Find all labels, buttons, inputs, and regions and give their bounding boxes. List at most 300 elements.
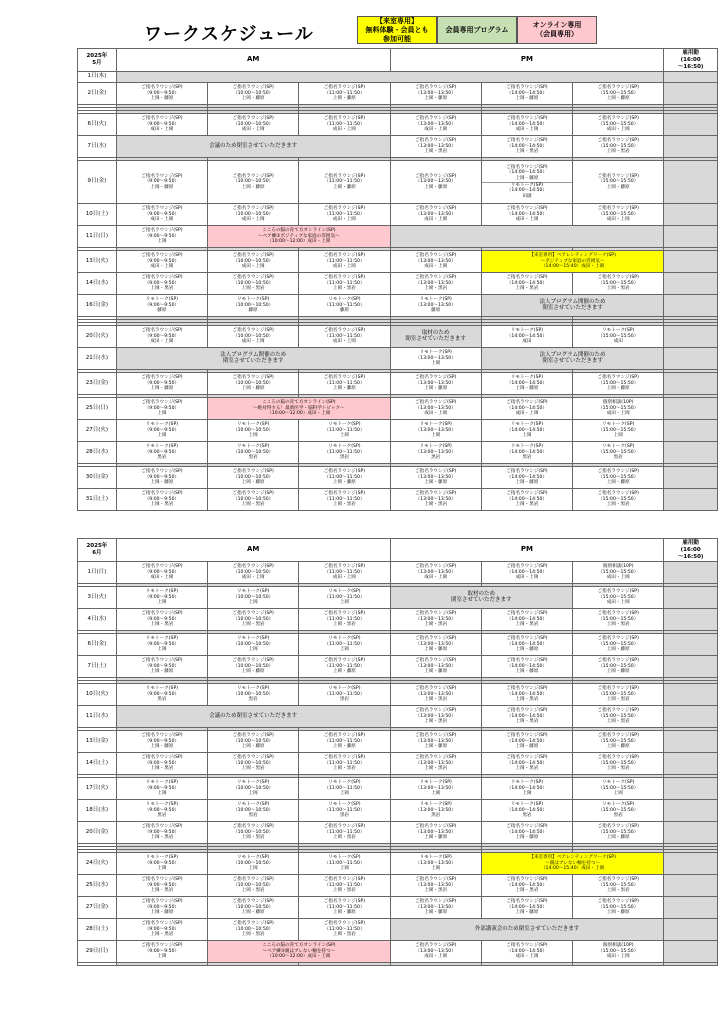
session-cell[interactable]: ご指名ラウンジ(SP) （14:00～14:50） 上岡・藤原 <box>481 83 572 105</box>
session-cell[interactable]: リモトーク(SP) （10:00～10:50） 黒岩 <box>208 442 299 464</box>
session-cell[interactable]: ご指名ラウンジ(SP) （14:00～14:50） 上岡・黒岩 <box>481 273 572 295</box>
session-cell[interactable]: リモトーク(SP) （11:00～11:50） 黒岩 <box>299 442 390 464</box>
session-cell[interactable]: ご指名ラウンジ(SP) （9:00～9:50） 上岡・藤原 <box>116 467 207 489</box>
day-row <box>78 656 718 678</box>
date-label: 28日(水) <box>78 442 117 464</box>
session-cell[interactable]: ご指名ラウンジ(SP) （11:00～11:50） 上岡・黒岩 <box>299 753 390 775</box>
date-label: 1日(日) <box>78 562 117 584</box>
session-cell[interactable]: ご指名ラウンジ(SP) （10:00～10:50） 成田・上岡 <box>208 204 299 226</box>
session-cell[interactable]: ご指名ラウンジ(SP) （13:00～13:50） 成田・上岡 <box>390 398 481 420</box>
day-row <box>78 161 718 204</box>
day-row <box>78 326 718 348</box>
session-cell[interactable]: ご指名ラウンジ(SP) （11:00～11:50） 上岡・藤原 <box>299 161 390 204</box>
session-cell[interactable]: ご指名ラウンジ(SP) （10:00～10:50） 上岡・黒岩 <box>208 273 299 295</box>
day-row <box>78 467 718 489</box>
session-cell[interactable]: ご指名ラウンジ(SP) （11:00～11:50） 上岡・黒岩 <box>299 822 390 844</box>
session-cell <box>664 398 718 420</box>
closed-cell <box>116 963 207 966</box>
date-label: 25日(日) <box>78 398 117 420</box>
session-cell[interactable]: 個別相談(10P) （15:00～15:50） 成田・上岡 <box>573 562 664 584</box>
session-cell[interactable]: リモトーク(SP) （9:00～9:50） 上岡 <box>116 853 207 875</box>
date-label: 1日(木) <box>78 72 117 83</box>
extra-header: 雇用動 (16:00 ～16:50) <box>664 539 718 562</box>
day-row <box>78 295 718 317</box>
session-cell[interactable]: ご指名ラウンジ(SP) （14:00～14:50） 成田・上岡 <box>481 941 572 963</box>
session-cell[interactable]: ご指名ラウンジ(SP) （10:00～10:50） 成田・上岡 <box>208 251 299 273</box>
session-cell[interactable]: ご指名ラウンジ(SP) （10:00～10:50） 上岡・藤原 <box>208 897 299 919</box>
session-cell[interactable]: ご指名ラウンジ(SP) （15:00～15:50） 上岡・黒岩 <box>573 273 664 295</box>
session-cell <box>664 562 718 584</box>
closed-cell <box>299 963 390 966</box>
session-cell[interactable]: ご指名ラウンジ(SP) （9:00～9:50） 上岡・藤原 <box>116 83 207 105</box>
date-label: 14日(水) <box>78 273 117 295</box>
session-cell[interactable]: ご指名ラウンジ(SP) （9:00～9:50） 上岡・黒岩 <box>116 875 207 897</box>
date-label: 6日(火) <box>78 114 117 136</box>
session-cell[interactable]: ご指名ラウンジ(SP) （14:00～14:50） 上岡・藤原 <box>481 656 572 678</box>
session-cell <box>664 778 718 800</box>
session-cell <box>116 72 664 83</box>
day-row <box>78 897 718 919</box>
closure-notice[interactable]: 取材のため 閉室させていただきます <box>390 587 573 609</box>
session-cell[interactable]: ご指名ラウンジ(SP) （10:00～10:50） 上岡・黒岩 <box>208 822 299 844</box>
session-cell <box>664 373 718 395</box>
session-cell[interactable]: ご指名ラウンジ(SP) （11:00～11:50） 成田・上岡 <box>299 114 390 136</box>
session-cell[interactable]: ご指名ラウンジ(SP) （11:00～11:50） 上岡・黒岩 <box>299 875 390 897</box>
session-cell[interactable]: リモトーク(SP) （11:00～11:50） 藤原 <box>299 295 390 317</box>
session-cell[interactable]: ご指名ラウンジ(SP) （10:00～10:50） 上岡・藤原 <box>208 656 299 678</box>
session-cell[interactable]: ご指名ラウンジ(SP) （15:00～15:50） 上岡・黒岩 <box>573 753 664 775</box>
session-cell[interactable]: ご指名ラウンジ(SP) （9:00～9:50） 上岡・黒岩 <box>116 822 207 844</box>
day-row <box>78 731 718 753</box>
session-cell[interactable]: ご指名ラウンジ(SP) （13:00～13:50） 上岡・黒岩 <box>390 273 481 295</box>
session-cell[interactable]: ご指名ラウンジ(SP) （11:00～11:50） 上岡・黒岩 <box>299 489 390 511</box>
pm-header: PM <box>390 49 664 72</box>
session-cell[interactable]: ご指名ラウンジ(SP) （14:00～14:50） 上岡・黒岩 <box>481 753 572 775</box>
session-cell[interactable]: ご指名ラウンジ(SP) （13:00～13:50） 成田・上岡 <box>390 562 481 584</box>
session-cell[interactable]: ご指名ラウンジ(SP) （10:00～10:50） 上岡・黒岩 <box>208 919 299 941</box>
session-cell[interactable]: ご指名ラウンジ(SP) （11:00～11:50） 上岡・藤原 <box>299 656 390 678</box>
closed-cell <box>208 963 299 966</box>
session-cell <box>390 226 664 248</box>
session-cell[interactable]: ご指名ラウンジ(SP) （10:00～10:50） 上岡・藤原 <box>208 373 299 395</box>
session-cell[interactable]: ご指名ラウンジ(SP) （10:00～10:50） 上岡・黒岩 <box>208 875 299 897</box>
closure-notice[interactable]: 取材のため 閉室させていただきます <box>390 326 481 348</box>
session-cell[interactable]: ご指名ラウンジ(SP) （10:00～10:50） 上岡・藤原 <box>208 161 299 204</box>
session-cell <box>664 706 718 728</box>
session-cell[interactable]: ご指名ラウンジ(SP) （15:00～15:50） 上岡・藤原 <box>573 731 664 753</box>
session-cell[interactable]: リモトーク(SP) （11:00～11:50） 上岡 <box>299 778 390 800</box>
session-cell[interactable]: リモトーク(SP) （9:00～9:50） 上岡 <box>116 634 207 656</box>
session-cell[interactable]: ご指名ラウンジ(SP) （10:00～10:50） 成田・上岡 <box>208 326 299 348</box>
session-cell <box>664 656 718 678</box>
closed-cell <box>78 963 117 966</box>
session-cell[interactable]: リモトーク(SP) （15:00～15:50） 黒岩 <box>573 800 664 822</box>
month-label: 2025年 6月 <box>78 539 117 562</box>
session-cell[interactable]: ご指名ラウンジ(SP) （15:00～15:50） 上岡・藤原 <box>573 656 664 678</box>
closure-notice[interactable]: 外部講演会のため閉室させていただきます <box>390 919 664 941</box>
closure-notice[interactable]: 法人プログラム開催のため 閉室させていただきます <box>481 295 664 317</box>
session-cell <box>664 731 718 753</box>
day-row <box>78 822 718 844</box>
session-cell <box>664 822 718 844</box>
session-cell[interactable]: リモトーク(SP) （15:00～15:50） 黒岩 <box>573 442 664 464</box>
session-cell <box>664 72 718 83</box>
session-cell[interactable]: ご指名ラウンジ(SP) （9:00～9:50） 成田・上岡 <box>116 251 207 273</box>
closed-cell <box>481 963 572 966</box>
session-cell[interactable]: ご指名ラウンジ(SP) （15:00～15:50） 上岡・黒岩 <box>573 609 664 631</box>
session-cell[interactable]: リモトーク(SP) （10:00～10:50） 藤原 <box>208 295 299 317</box>
session-cell[interactable]: リモトーク(SP) （11:00～11:50） 上岡 <box>299 587 390 609</box>
session-cell[interactable]: リモトーク(SP) （10:00～10:50） 上岡 <box>208 778 299 800</box>
session-cell[interactable]: リモトーク(SP) （13:00～13:50） 藤原 <box>390 295 481 317</box>
session-cell[interactable]: ご指名ラウンジ(SP) （9:00～9:50） 成田・上岡 <box>116 114 207 136</box>
session-cell[interactable]: リモトーク(SP) （10:00～10:50） 上岡 <box>208 420 299 442</box>
session-cell[interactable]: ご指名ラウンジ(SP) （9:00～9:50） 上岡・藤原 <box>116 656 207 678</box>
session-cell[interactable]: リモトーク(SP) （9:00～9:50） 上岡 <box>116 778 207 800</box>
day-row <box>78 204 718 226</box>
session-cell[interactable]: リモトーク(SP) （15:00～15:50） 上岡 <box>573 420 664 442</box>
session-cell <box>664 83 718 105</box>
day-row <box>78 753 718 775</box>
closure-notice[interactable]: 法人プログラム開催のため 閉室させていただきます <box>481 348 664 370</box>
session-cell[interactable]: リモトーク(SP) （15:00～15:50） 成田 <box>573 326 664 348</box>
session-cell <box>664 161 718 204</box>
day-row <box>78 562 718 584</box>
session-cell <box>664 875 718 897</box>
session-cell[interactable]: ご指名ラウンジ(SP) （10:00～10:50） 上岡・藤原 <box>208 467 299 489</box>
session-cell <box>664 919 718 941</box>
date-label: 16日(金) <box>78 295 117 317</box>
session-cell[interactable]: ご指名ラウンジ(SP) （15:00～15:50） 上岡・藤原 <box>573 467 664 489</box>
date-label: 11日(水) <box>78 706 117 728</box>
session-cell[interactable]: リモトーク(SP) （14:00～14:50） 上岡・藤原 <box>481 373 572 395</box>
day-row <box>78 919 718 941</box>
am-header: AM <box>116 539 390 562</box>
session-cell[interactable]: ご指名ラウンジ(SP) （9:00～9:50） 上岡・黒岩 <box>116 609 207 631</box>
session-cell[interactable]: ご指名ラウンジ(SP) （14:00～14:50） 成田・上岡 <box>481 114 572 136</box>
session-cell[interactable]: ご指名ラウンジ(SP) （11:00～11:50） 上岡・藤原 <box>299 731 390 753</box>
session-cell[interactable]: ご指名ラウンジ(SP) （14:00～14:50） 上岡・黒岩 <box>481 609 572 631</box>
session-cell[interactable]: ご指名ラウンジ(SP) （9:00～9:50） 上岡・黒岩 <box>116 489 207 511</box>
session-cell[interactable]: ご指名ラウンジ(SP) （13:00～13:50） 上岡・藤原 <box>390 373 481 395</box>
day-row <box>78 489 718 511</box>
day-row <box>78 634 718 656</box>
session-cell[interactable]: ご指名ラウンジ(SP) （13:00～13:50） 上岡・藤原 <box>390 731 481 753</box>
date-label: 14日(土) <box>78 753 117 775</box>
session-cell[interactable]: リモトーク(SP) （13:00～13:50） 上岡 <box>390 853 481 875</box>
session-cell[interactable]: ご指名ラウンジ(SP) （11:00～11:50） 上岡・藤原 <box>299 83 390 105</box>
session-cell[interactable]: ご指名ラウンジ(SP) （15:00～15:50） 上岡・藤原 <box>573 83 664 105</box>
session-cell[interactable]: リモトーク(SP) （13:00～13:50） 上岡 <box>390 348 481 370</box>
day-row <box>78 373 718 395</box>
session-cell[interactable]: ご指名ラウンジ(SP) （13:00～13:50） 成田・上岡 <box>390 114 481 136</box>
session-cell[interactable]: リモトーク(SP) （13:00～13:50） 黒岩 <box>390 442 481 464</box>
in-room-event[interactable]: 【来室専用】ペアレンティングワーク(SP) ～ポジティブな家庭の雰囲気～ （14:00～15:40）成田・上岡 <box>481 251 664 273</box>
session-cell[interactable]: ご指名ラウンジ(SP) （9:00～9:50） 成田・上岡 <box>116 204 207 226</box>
legend-online-only: オンライン専用 （会員専用） <box>517 16 597 44</box>
date-label: 13日(金) <box>78 731 117 753</box>
session-cell[interactable]: ご指名ラウンジ(SP) （11:00～11:50） 成田・上岡 <box>299 562 390 584</box>
date-label: 25日(水) <box>78 875 117 897</box>
date-label: 18日(水) <box>78 800 117 822</box>
session-cell <box>664 136 718 158</box>
session-cell[interactable]: リモトーク(SP) （13:00～13:50） 黒岩 <box>390 800 481 822</box>
date-label: 29日(日) <box>78 941 117 963</box>
session-cell[interactable]: ご指名ラウンジ(SP) （10:00～10:50） 成田・上岡 <box>208 114 299 136</box>
session-cell[interactable]: リモトーク(SP) （14:00～14:50） 黒岩 <box>481 800 572 822</box>
session-cell[interactable]: ご指名ラウンジ(SP) （9:00～9:50） 成田・上岡 <box>116 562 207 584</box>
session-cell <box>664 326 718 348</box>
session-cell[interactable]: ご指名ラウンジ(SP) （13:00～13:50） 上岡・藤原 <box>390 822 481 844</box>
session-cell[interactable]: ご指名ラウンジ(SP) （13:00～13:50） 上岡・藤原 <box>390 467 481 489</box>
session-cell[interactable]: リモトーク(SP) （14:00～14:50） 黒岩 <box>481 442 572 464</box>
date-label: 2日(金) <box>78 83 117 105</box>
schedule-table <box>77 538 718 966</box>
session-cell[interactable]: リモトーク(SP) （10:00～10:50） 上岡 <box>208 634 299 656</box>
date-label: 9日(金) <box>78 161 117 204</box>
day-row <box>78 875 718 897</box>
online-event[interactable]: こころの脳の育て方オンライン(SP) ～ペア練②ポジティブな家庭の雰囲気～ （10:00～12:00）成田・上岡 <box>208 226 391 248</box>
session-cell[interactable]: ご指名ラウンジ(SP) （15:00～15:50） 上岡・藤原 <box>573 897 664 919</box>
session-cell[interactable]: リモトーク(SP) （14:00～14:50） 上岡 <box>481 778 572 800</box>
session-cell[interactable]: ご指名ラウンジ(SP) （15:00～15:50） 上岡・黒岩 <box>573 684 664 706</box>
session-cell[interactable]: リモトーク(SP) （13:00～13:50） 上岡 <box>390 778 481 800</box>
session-cell[interactable]: リモトーク(SP) （9:00～9:50） 黒岩 <box>116 800 207 822</box>
session-cell[interactable]: ご指名ラウンジ(SP) （15:00～15:50） 成田・上岡 <box>573 204 664 226</box>
session-cell[interactable]: ご指名ラウンジ(SP) （13:00～13:50） 上岡・藤原 <box>390 656 481 678</box>
date-label: 10日(火) <box>78 684 117 706</box>
session-cell[interactable]: ご指名ラウンジ(SP) （14:00～14:50） 上岡・黒岩 <box>481 684 572 706</box>
session-cell <box>664 442 718 464</box>
session-cell[interactable]: ご指名ラウンジ(SP) （14:00～14:50） 上岡・黒岩 <box>481 136 572 158</box>
day-row <box>78 226 718 248</box>
session-cell[interactable]: リモトーク(SP) （15:00～15:50） 上岡 <box>573 778 664 800</box>
session-cell[interactable]: リモトーク(SP) （11:00～11:50） 黒岩 <box>299 800 390 822</box>
page-title: ワークスケジュール <box>144 24 314 45</box>
day-row <box>78 800 718 822</box>
day-row <box>78 398 718 420</box>
date-label: 6日(金) <box>78 634 117 656</box>
session-cell <box>664 114 718 136</box>
session-cell[interactable]: ご指名ラウンジ(SP) （9:00～9:50） 上岡・黒岩 <box>116 753 207 775</box>
date-label: 17日(火) <box>78 778 117 800</box>
date-label: 4日(水) <box>78 609 117 631</box>
session-cell[interactable]: ご指名ラウンジ(SP) （13:00～13:50） 上岡・黒岩 <box>390 875 481 897</box>
session-cell[interactable]: ご指名ラウンジ(SP) （9:00～9:50） 上岡・黒岩 <box>116 919 207 941</box>
session-cell[interactable]: ご指名ラウンジ(SP) （11:00～11:50） 成田・上岡 <box>299 204 390 226</box>
online-event[interactable]: こころの脳の育て方オンライン(SP) ～ペア練③親はブレない軸を持つ～ （10:00～12:00）成田・上岡 <box>208 941 391 963</box>
session-cell[interactable]: ご指名ラウンジ(SP) （15:00～15:50） 上岡・藤原 <box>573 373 664 395</box>
in-room-event[interactable]: 【来室専用】ペアレンティングワーク(SP) ～親はブレない軸を持つ～ （14:00～15:40）成田・上岡 <box>481 853 664 875</box>
date-label: 30日(金) <box>78 467 117 489</box>
session-cell[interactable]: ご指名ラウンジ(SP) （13:00～13:50） 上岡・黒岩 <box>390 136 481 158</box>
session-cell[interactable]: リモトーク(SP) （9:00～9:50） 黒岩 <box>116 684 207 706</box>
session-cell[interactable]: ご指名ラウンジ(SP) （14:00～14:50） 上岡・藤原 <box>481 634 572 656</box>
session-cell[interactable]: ご指名ラウンジ(SP) （10:00～10:50） 上岡・藤原 <box>208 83 299 105</box>
session-cell[interactable]: ご指名ラウンジ(SP) （15:00～15:50） 上岡・藤原 <box>573 634 664 656</box>
session-cell[interactable]: ご指名ラウンジ(SP) （14:00～14:50） 成田・上岡 <box>481 398 572 420</box>
session-cell[interactable]: ご指名ラウンジ(SP) （13:00～13:50） 成田・上岡 <box>390 941 481 963</box>
session-cell[interactable]: リモトーク(SP) （11:00～11:50） 黒岩 <box>299 684 390 706</box>
month-label: 2025年 5月 <box>78 49 117 72</box>
session-cell <box>664 348 718 370</box>
session-cell[interactable]: ご指名ラウンジ(SP) （11:00～11:50） 上岡・藤原 <box>299 897 390 919</box>
session-cell <box>664 634 718 656</box>
legend-in-room: 【来室専用】 無料体験・会員とも 参加可能 <box>357 16 437 44</box>
session-cell[interactable]: リモトーク(SP) （11:00～11:50） 上岡 <box>299 853 390 875</box>
session-cell[interactable]: ご指名ラウンジ(SP) （14:00～14:50） 上岡・黒岩 <box>481 706 572 728</box>
session-cell[interactable]: ご指名ラウンジ(SP) （9:00～9:50） 上岡・藤原 <box>116 161 207 204</box>
session-cell[interactable]: 個別相談(10P) （15:00～15:50） 成田・上岡 <box>573 398 664 420</box>
session-cell[interactable]: リモトーク(SP) （10:00～10:50） 黒岩 <box>208 684 299 706</box>
date-label: 24日(火) <box>78 853 117 875</box>
session-cell[interactable]: ご指名ラウンジ(SP) （13:00～13:50） 上岡・黒岩 <box>390 609 481 631</box>
day-row <box>78 420 718 442</box>
session-cell[interactable]: リモトーク(SP) （14:00～14:50） 上岡 <box>481 420 572 442</box>
session-cell[interactable]: ご指名ラウンジ(SP) （9:00～9:50） 上岡・藤原 <box>116 897 207 919</box>
date-label: 3日(火) <box>78 587 117 609</box>
session-cell[interactable]: リモトーク(SP) （11:00～11:50） 上岡 <box>299 634 390 656</box>
session-cell[interactable]: ご指名ラウンジ(SP) （11:00～11:50） 上岡・藤原 <box>299 467 390 489</box>
day-row <box>78 609 718 631</box>
pm-header: PM <box>390 539 664 562</box>
session-cell[interactable]: ご指名ラウンジ(SP) （10:00～10:50） 上岡・藤原 <box>208 731 299 753</box>
session-cell[interactable]: ご指名ラウンジ(SP) （13:00～13:50） 上岡・黒岩 <box>390 489 481 511</box>
session-cell <box>664 853 718 875</box>
session-cell <box>664 897 718 919</box>
date-label: 28日(土) <box>78 919 117 941</box>
session-cell[interactable]: ご指名ラウンジ(SP) （13:00～13:50） 成田・上岡 <box>390 251 481 273</box>
session-cell[interactable]: ご指名ラウンジ(SP) （13:00～13:50） 成田・上岡 <box>390 204 481 226</box>
session-cell[interactable]: ご指名ラウンジ(SP) （15:00～15:50） 上岡・黒岩 <box>573 136 664 158</box>
session-cell <box>664 273 718 295</box>
session-cell[interactable]: ご指名ラウンジ(SP) （11:00～11:50） 上岡・黒岩 <box>299 273 390 295</box>
day-row <box>78 348 718 370</box>
day-row <box>78 136 718 158</box>
session-cell <box>664 204 718 226</box>
session-cell[interactable]: ご指名ラウンジ(SP) （14:00～14:50） 上岡・藤原 <box>481 822 572 844</box>
session-cell[interactable]: ご指名ラウンジ(SP) （14:00～14:50） 上岡・藤原 <box>481 731 572 753</box>
schedule-table <box>77 48 718 511</box>
day-row <box>78 587 718 609</box>
session-cell[interactable]: ご指名ラウンジ(SP) （13:00～13:50） 上岡・藤原 <box>390 161 481 204</box>
session-cell[interactable]: ご指名ラウンジ(SP) （9:00～9:50） 上岡 <box>116 941 207 963</box>
session-cell[interactable]: ご指名ラウンジ(SP) （11:00～11:50） 成田・上岡 <box>299 251 390 273</box>
session-cell[interactable]: ご指名ラウンジ(SP) （15:00～15:50） 上岡・藤原 <box>573 161 664 204</box>
session-cell[interactable]: ご指名ラウンジ(SP) （11:00～11:50） 上岡・藤原 <box>299 373 390 395</box>
date-label: 21日(水) <box>78 348 117 370</box>
session-cell[interactable]: ご指名ラウンジ(SP) （11:00～11:50） 成田・上岡 <box>299 326 390 348</box>
session-cell[interactable]: ご指名ラウンジ(SP) （10:00～10:50） 上岡・黒岩 <box>208 609 299 631</box>
session-cell[interactable]: ご指名ラウンジ(SP) （9:00～9:50） 成田・上岡 <box>116 326 207 348</box>
date-label: 23日(金) <box>78 373 117 395</box>
session-cell[interactable]: リモトーク(SP) （9:00～9:50） 上岡 <box>116 420 207 442</box>
session-cell[interactable]: リモトーク(SP) （10:00～10:50） 上岡 <box>208 853 299 875</box>
session-cell[interactable]: リモトーク(SP) （10:00～10:50） 上岡 <box>208 587 299 609</box>
session-cell[interactable]: ご指名ラウンジ(SP) （13:00～13:50） 上岡・藤原 <box>390 897 481 919</box>
session-cell[interactable]: ご指名ラウンジ(SP) （15:00～15:50） 成田・上岡 <box>573 587 664 609</box>
session-cell <box>664 684 718 706</box>
session-cell[interactable]: ご指名ラウンジ(SP) （14:00～14:50） 上岡・藤原 リモトーク(SP) （14:00～14:50） 田副 <box>481 161 572 204</box>
day-row <box>78 941 718 963</box>
session-cell[interactable]: リモトーク(SP) （11:00～11:50） 上岡 <box>299 420 390 442</box>
session-cell[interactable]: ご指名ラウンジ(SP) （10:00～10:50） 上岡・黒岩 <box>208 753 299 775</box>
session-cell <box>664 609 718 631</box>
session-cell[interactable]: ご指名ラウンジ(SP) （13:00～13:50） 上岡・藤原 <box>390 83 481 105</box>
session-cell[interactable]: ご指名ラウンジ(SP) （14:00～14:50） 上岡・藤原 <box>481 897 572 919</box>
session-cell[interactable]: ご指名ラウンジ(SP) （11:00～11:50） 上岡・黒岩 <box>299 609 390 631</box>
session-cell[interactable]: ご指名ラウンジ(SP) （15:00～15:50） 成田・上岡 <box>573 114 664 136</box>
session-cell[interactable]: ご指名ラウンジ(SP) （9:00～9:50） 上岡 <box>116 226 207 248</box>
day-row <box>78 251 718 273</box>
session-cell <box>664 420 718 442</box>
date-label: 20日(火) <box>78 326 117 348</box>
session-cell[interactable]: リモトーク(SP) （9:00～9:50） 黒岩 <box>116 442 207 464</box>
schedule-may <box>77 48 718 511</box>
extra-header: 雇用動 (16:00 ～16:50) <box>664 49 718 72</box>
session-cell[interactable]: ご指名ラウンジ(SP) （10:00～10:50） 上岡・黒岩 <box>208 489 299 511</box>
session-cell[interactable]: 個別相談(10P) （15:00～15:50） 成田・上岡 <box>573 941 664 963</box>
session-cell[interactable]: ご指名ラウンジ(SP) （14:00～14:50） 上岡・黒岩 <box>481 489 572 511</box>
closed-cell <box>664 963 718 966</box>
closure-notice[interactable]: 会議のため閉室させていただきます <box>116 706 390 728</box>
day-row <box>78 83 718 105</box>
day-row <box>78 114 718 136</box>
session-cell <box>664 753 718 775</box>
session-cell[interactable]: リモトーク(SP) （14:00～14:50） 成田 <box>481 326 572 348</box>
online-event[interactable]: こころの脳の育て方オンライン(SP) ～絶対得する！最新医学・脳科学トピック～ （10:00～12:00）成田・上岡 <box>208 398 391 420</box>
session-cell[interactable]: ご指名ラウンジ(SP) （15:00～15:50） 上岡・黒岩 <box>573 489 664 511</box>
session-cell[interactable]: ご指名ラウンジ(SP) （13:00～13:50） 上岡・黒岩 <box>390 706 481 728</box>
am-header: AM <box>116 49 390 72</box>
session-cell[interactable]: ご指名ラウンジ(SP) （15:00～15:50） 上岡・黒岩 <box>573 706 664 728</box>
session-cell[interactable]: ご指名ラウンジ(SP) （9:00～9:50） 上岡・藤原 <box>116 373 207 395</box>
day-row <box>78 72 718 83</box>
session-cell[interactable]: ご指名ラウンジ(SP) （11:00～11:50） 上岡・黒岩 <box>299 919 390 941</box>
session-cell[interactable]: ご指名ラウンジ(SP) （13:00～13:50） 上岡・黒岩 <box>390 753 481 775</box>
session-cell[interactable]: ご指名ラウンジ(SP) （9:00～9:50） 上岡 <box>116 398 207 420</box>
session-cell[interactable]: ご指名ラウンジ(SP) （10:00～10:50） 成田・上岡 <box>208 562 299 584</box>
session-cell[interactable]: ご指名ラウンジ(SP) （14:00～14:50） 上岡・藤原 <box>481 467 572 489</box>
session-cell[interactable]: ご指名ラウンジ(SP) （14:00～14:50） 上岡・黒岩 <box>481 875 572 897</box>
session-cell[interactable]: ご指名ラウンジ(SP) （15:00～15:50） 上岡・黒岩 <box>573 875 664 897</box>
session-cell[interactable]: リモトーク(SP) （13:00～13:50） 上岡 <box>390 420 481 442</box>
session-cell <box>664 489 718 511</box>
session-cell[interactable]: ご指名ラウンジ(SP) （14:00～14:50） 成田・上岡 <box>481 204 572 226</box>
legend-members-only: 会員専用プログラム <box>437 16 517 44</box>
session-cell[interactable]: リモトーク(SP) （10:00～10:50） 黒岩 <box>208 800 299 822</box>
closed-cell <box>390 963 481 966</box>
day-row <box>78 684 718 706</box>
session-cell <box>664 467 718 489</box>
date-label: 31日(土) <box>78 489 117 511</box>
closure-notice[interactable]: 法人プログラム開催のため 閉室させていただきます <box>116 348 390 370</box>
session-cell[interactable]: ご指名ラウンジ(SP) （13:00～13:50） 上岡・黒岩 <box>390 684 481 706</box>
session-cell[interactable]: ご指名ラウンジ(SP) （9:00～9:50） 上岡・黒岩 <box>116 273 207 295</box>
schedule-june <box>77 538 718 966</box>
session-cell[interactable]: リモトーク(SP) （9:00～9:50） 藤原 <box>116 295 207 317</box>
session-cell[interactable]: ご指名ラウンジ(SP) （13:00～13:50） 上岡・藤原 <box>390 634 481 656</box>
session-cell[interactable]: ご指名ラウンジ(SP) （9:00～9:50） 上岡・藤原 <box>116 731 207 753</box>
session-cell[interactable]: ご指名ラウンジ(SP) （14:00～14:50） 成田・上岡 <box>481 562 572 584</box>
day-row <box>78 273 718 295</box>
day-row <box>78 778 718 800</box>
date-label: 27日(火) <box>78 420 117 442</box>
session-cell[interactable]: リモトーク(SP) （9:00～9:50） 上岡 <box>116 587 207 609</box>
closure-notice[interactable]: 会議のため閉室させていただきます <box>116 136 390 158</box>
session-cell[interactable]: ご指名ラウンジ(SP) （15:00～15:50） 上岡・藤原 <box>573 822 664 844</box>
session-cell <box>664 251 718 273</box>
